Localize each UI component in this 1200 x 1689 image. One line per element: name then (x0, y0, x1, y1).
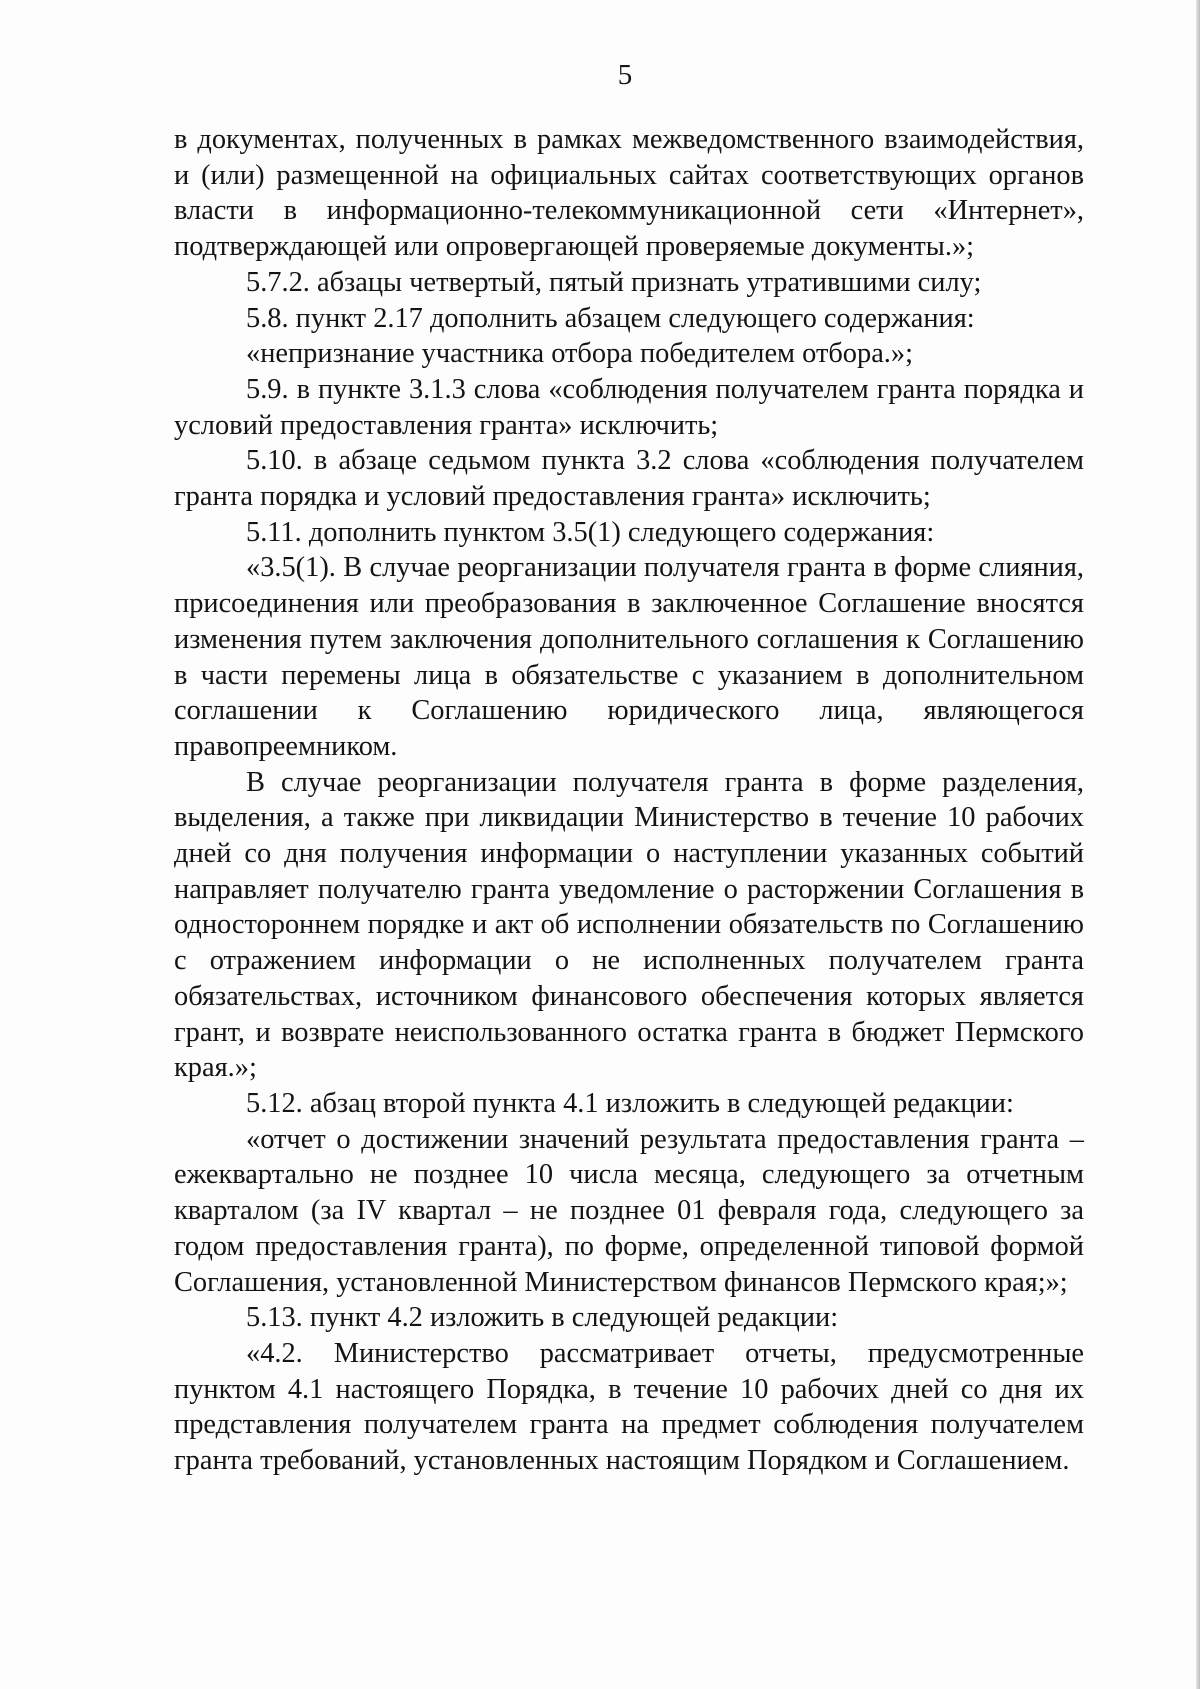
paragraph-5-7-2: 5.7.2. абзацы четвертый, пятый признать утратившими силу; (246, 266, 982, 298)
paragraph-5-8-quote: «непризнание участника отбора победителем отбора.»; (246, 338, 913, 370)
document-body (174, 122, 1084, 1479)
scan-edge-shadow (1196, 0, 1200, 1689)
paragraph-5-9: 5.9. в пункте 3.1.3 слова «соблюдения получателем гранта порядка и условий предоставления гранта» исключить; (174, 373, 1084, 441)
paragraph-4-2-quote: «4.2. Министерство рассматривает отчеты, предусмотренные пунктом 4.1 настоящего Порядка, в течение 10 рабочих дней со дня их представления получателем гранта на предмет соблюдения получателем гранта требований, установленных настоящим Порядком и Соглашением. (174, 1337, 1084, 1477)
paragraph-5-10: 5.10. в абзаце седьмом пункта 3.2 слова «соблюдения получателем гранта порядка и условий предоставления гранта» исключить; (174, 445, 1084, 513)
page-number: 5 (617, 59, 633, 91)
paragraph-5-12: 5.12. абзац второй пункта 4.1 изложить в следующей редакции: (246, 1087, 1014, 1119)
paragraph-3-5-1-quote: «3.5(1). В случае реорганизации получателя гранта в форме слияния, присоединения или преобразования в заключенное Соглашение вносятся изменения путем заключения дополнительного соглашения к Соглашению в части перемены лица в обязательстве с указанием в дополнительном соглашении к Соглашению юридического лица, являющегося правопреемником. (174, 552, 1084, 762)
paragraph-5-8: 5.8. пункт 2.17 дополнить абзацем следующего содержания: (246, 302, 975, 334)
paragraph-5-11: 5.11. дополнить пунктом 3.5(1) следующего содержания: (246, 516, 935, 548)
paragraph-report-quote: «отчет о достижении значений результата предоставления гранта – ежеквартально не позднее 10 числа месяца, следующего за отчетным кварталом (за IV квартал – не позднее 01 февраля года, следующего за годом предоставления гранта), по форме, определенной типовой формой Соглашения, установленной Министерством финансов Пермского края;»; (174, 1123, 1084, 1298)
paragraph-reorganization: В случае реорганизации получателя гранта в форме разделения, выделения, а также при ликвидации Министерство в течение 10 рабочих дней со дня получения информации о наступлении указанных событий направляет получателю гранта уведомление о расторжении Соглашения в одностороннем порядке и акт об исполнении обязательств по Соглашению с отражением информации о не исполненных получателем гранта обязательствах, источником финансового обеспечения которых является грант, и возврате неиспользованного остатка гранта в бюджет Пермского края.»; (174, 766, 1084, 1084)
paragraph-5-13: 5.13. пункт 4.2 изложить в следующей редакции: (246, 1302, 839, 1334)
paragraph-continuation: в документах, полученных в рамках межведомственного взаимодействия, и (или) размещенной на официальных сайтах соответствующих органов власти в информационно-телекоммуникационной сети «Интернет», подтверждающей или опровергающей проверяемые документы.»; (174, 124, 1084, 263)
